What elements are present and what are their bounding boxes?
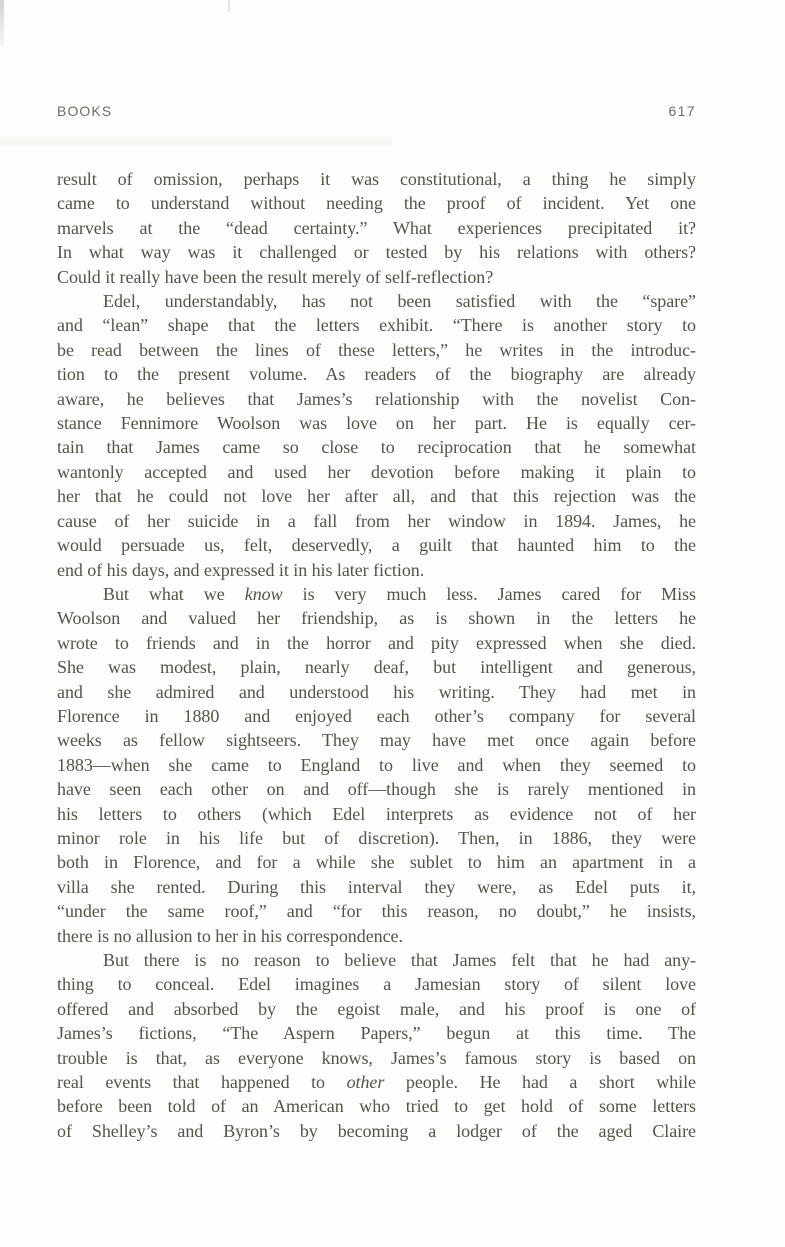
text-line: have seen each other on and off—though she is rarely mentioned in xyxy=(57,779,696,800)
text-line: tain that James came so close to reciprocation that he somewhat xyxy=(57,437,696,458)
text-line: minor role in his life but of discretion). Then, in 1886, they were xyxy=(57,827,696,848)
text-line: there is no allusion to her in his correspondence. xyxy=(57,925,403,946)
body-text xyxy=(57,167,696,1143)
text-line: before been told of an American who tried to get hold of some letters xyxy=(57,1096,696,1117)
text-line: of Shelley’s and Byron’s by becoming a lodger of the aged Claire xyxy=(57,1120,696,1141)
text-line: wrote to friends and in the horror and pity expressed when she died. xyxy=(57,632,696,653)
text-line: “under the same roof,” and “for this reason, no doubt,” he insists, xyxy=(57,901,696,922)
text-line: stance Fennimore Woolson was love on her part. He is equally cer- xyxy=(57,413,696,434)
text-line: would persuade us, felt, deservedly, a guilt that haunted him to the xyxy=(57,535,696,556)
running-header xyxy=(57,103,696,119)
text-line: marvels at the “dead certainty.” What experiences precipitated it? xyxy=(57,217,696,238)
text-line: Florence in 1880 and enjoyed each other’s company for several xyxy=(57,705,696,726)
text-line: came to understand without needing the proof of incident. Yet one xyxy=(57,193,696,214)
text-line: But what we know is very much less. James cared for Miss xyxy=(103,583,696,604)
italic-word: know xyxy=(244,583,283,604)
text-line: wantonly accepted and used her devotion before making it plain to xyxy=(57,461,696,482)
text-line: 1883—when she came to England to live and when they seemed to xyxy=(57,754,696,775)
text-line: aware, he believes that James’s relationship with the novelist Con- xyxy=(57,388,696,409)
text-line: end of his days, and expressed it in his later fiction. xyxy=(57,559,425,580)
text-line: his letters to others (which Edel interprets as evidence not of her xyxy=(57,803,696,824)
text-line: both in Florence, and for a while she sublet to him an apartment in a xyxy=(57,852,696,873)
text-line: villa she rented. During this interval they were, as Edel puts it, xyxy=(57,876,696,897)
text-line: and “lean” shape that the letters exhibit. “There is another story to xyxy=(57,315,696,336)
text-line: offered and absorbed by the egoist male, and his proof is one of xyxy=(57,998,696,1019)
text-line: In what way was it challenged or tested by his relations with others? xyxy=(57,242,696,263)
text-line: She was modest, plain, nearly deaf, but intelligent and generous, xyxy=(57,657,696,678)
text-line: real events that happened to other people. He had a short while xyxy=(57,1072,696,1093)
text-line: James’s fictions, “The Aspern Papers,” begun at this time. The xyxy=(57,1023,696,1044)
text-line: thing to conceal. Edel imagines a Jamesian story of silent love xyxy=(57,974,696,995)
text-line: Woolson and valued her friendship, as is shown in the letters he xyxy=(57,608,696,629)
text-line: her that he could not love her after all, and that this rejection was the xyxy=(57,486,696,507)
text-line: But there is no reason to believe that James felt that he had any- xyxy=(103,950,696,970)
scan-edge-shadow xyxy=(0,0,4,46)
text-line: tion to the present volume. As readers of the biography are already xyxy=(57,364,696,385)
text-line: cause of her suicide in a fall from her window in 1894. James, he xyxy=(57,510,696,531)
scan-mark xyxy=(228,0,230,12)
text-line: trouble is that, as everyone knows, James’s famous story is based on xyxy=(57,1047,696,1068)
italic-word: other xyxy=(346,1072,385,1093)
scan-band xyxy=(0,137,392,146)
text-line: and she admired and understood his writing. They had met in xyxy=(57,681,696,702)
text-line: Edel, understandably, has not been satisfied with the “spare” xyxy=(103,291,696,312)
text-line: be read between the lines of these letters,” he writes in the introduc- xyxy=(57,339,696,360)
text-line: weeks as fellow sightseers. They may have met once again before xyxy=(57,730,696,751)
page-number: 617 xyxy=(668,103,696,119)
text-line: Could it really have been the result merely of self-reflection? xyxy=(57,266,494,287)
running-title: BOOKS xyxy=(57,103,113,119)
text-line: result of omission, perhaps it was constitutional, a thing he simply xyxy=(57,169,696,189)
